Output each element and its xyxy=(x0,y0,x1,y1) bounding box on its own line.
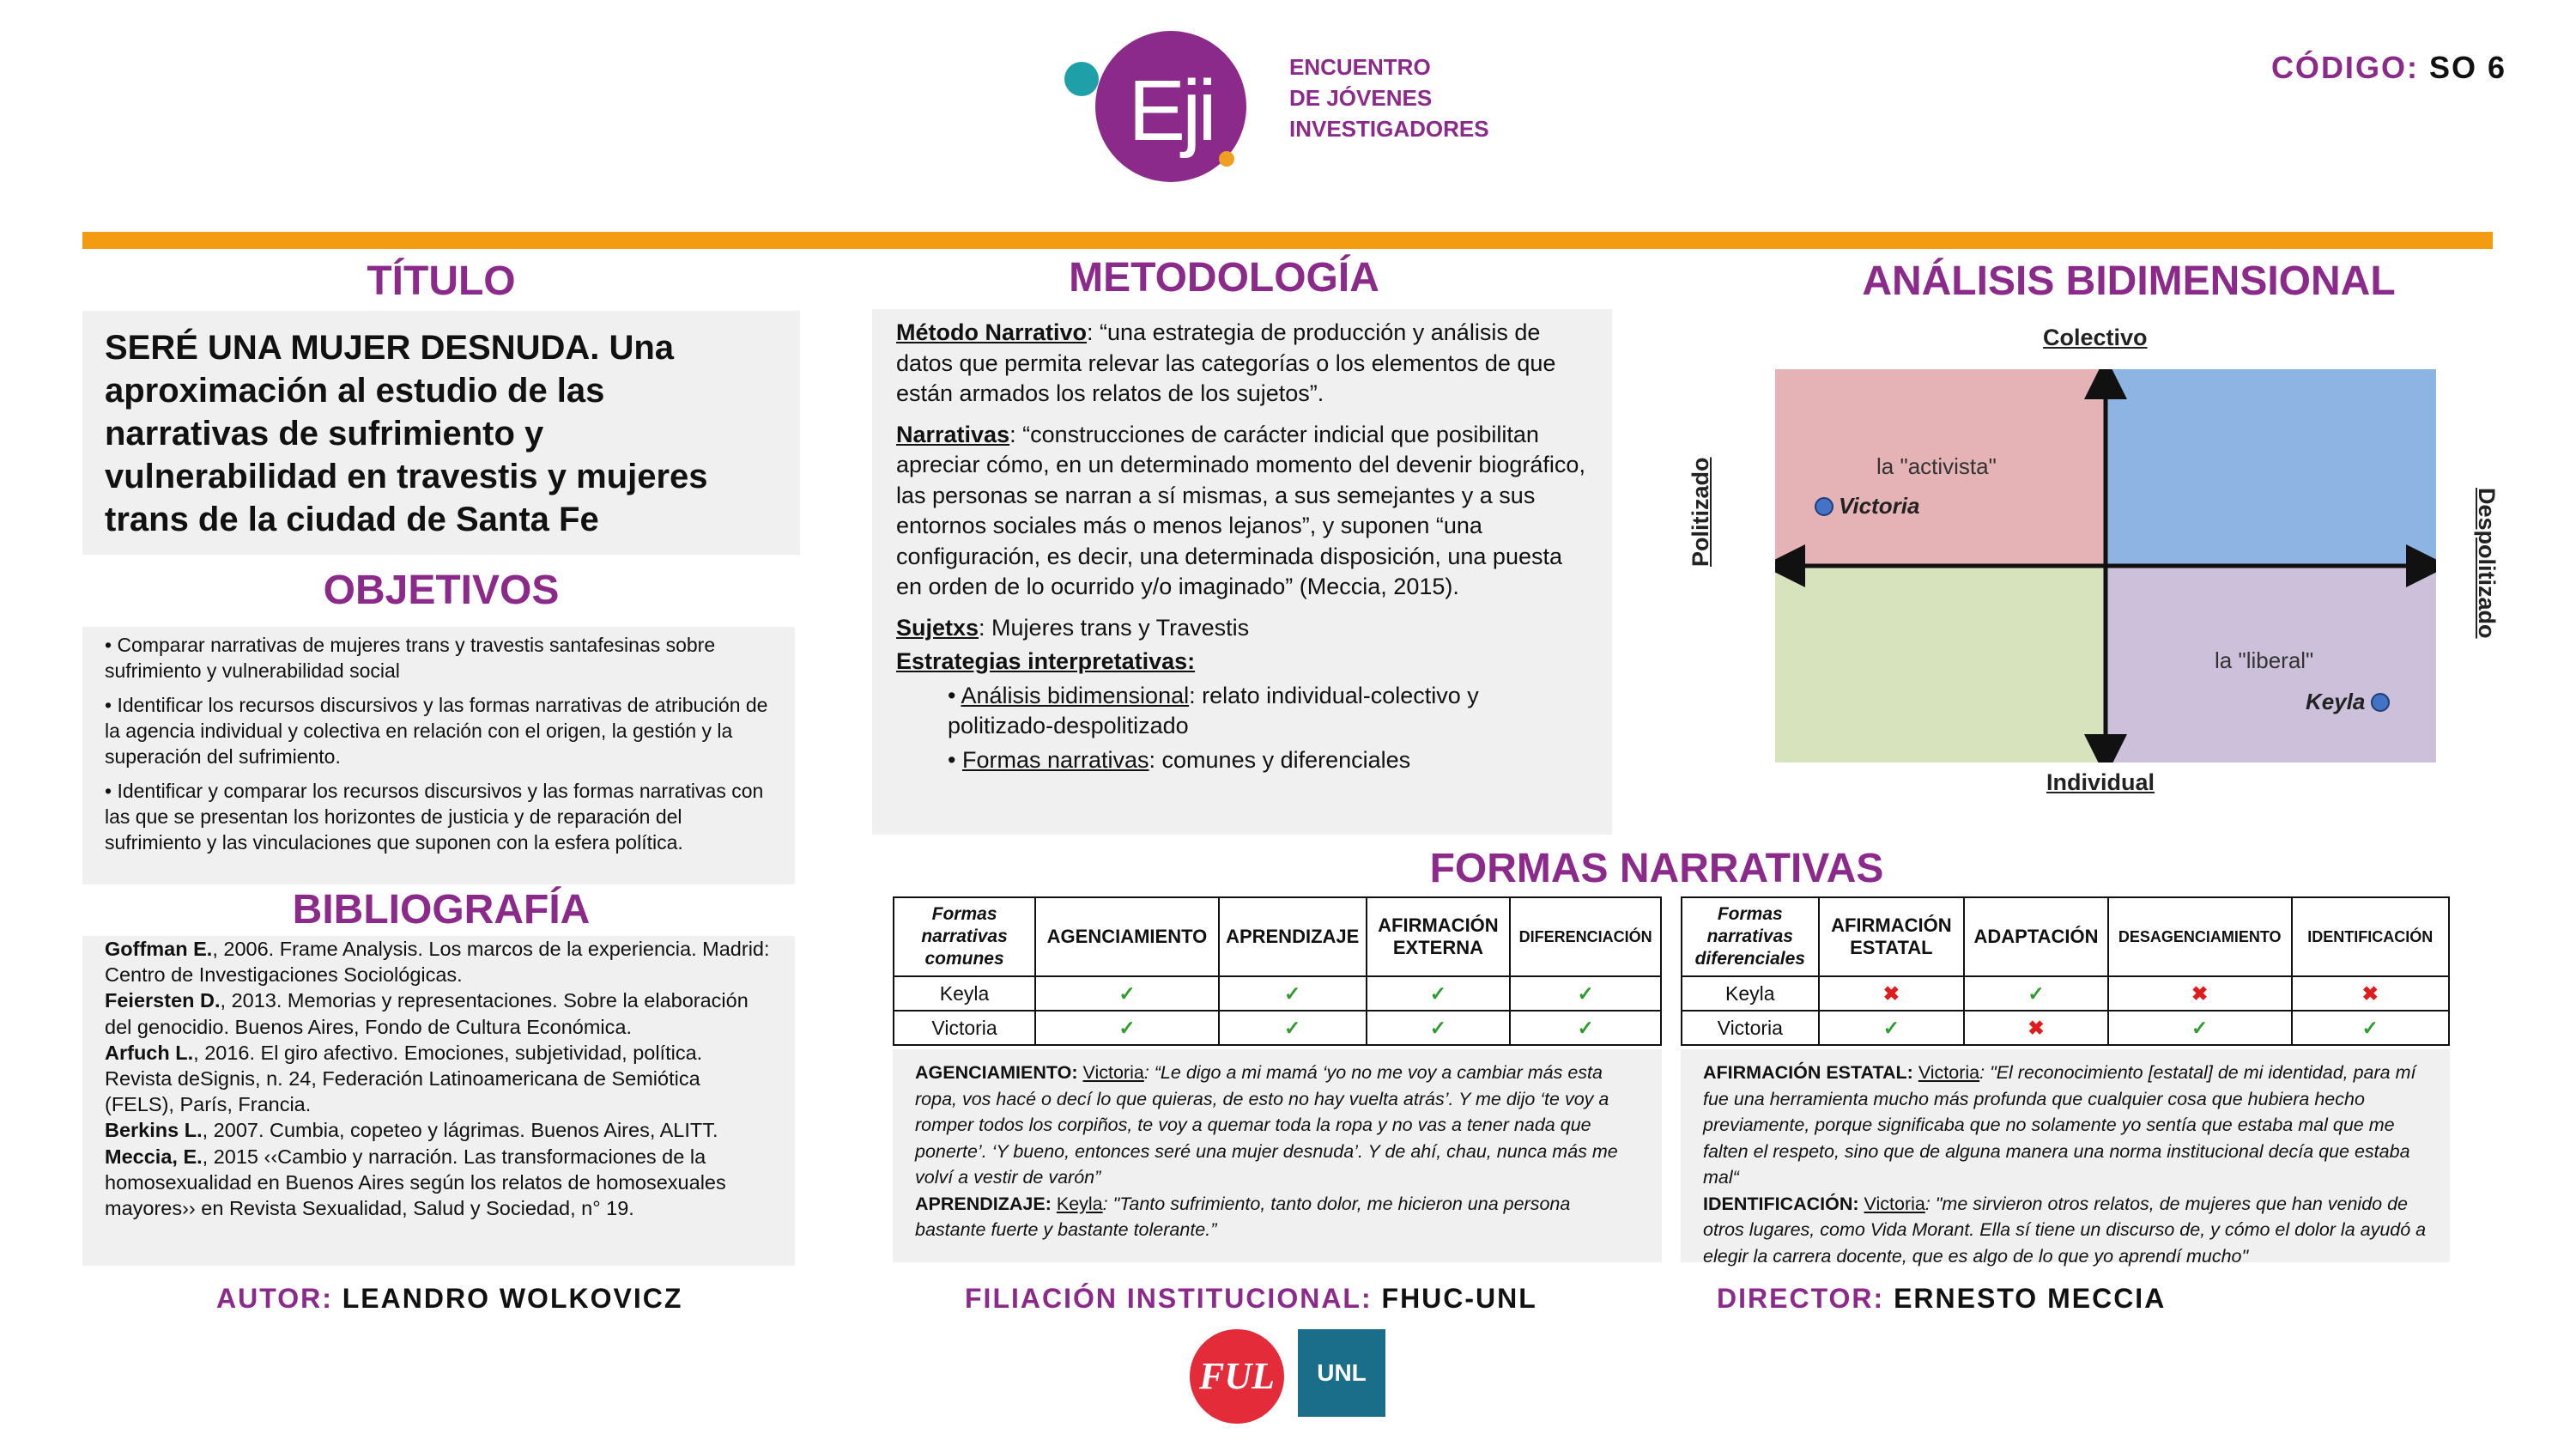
autor-label: AUTOR: xyxy=(216,1283,333,1314)
check-icon: ✓ xyxy=(1819,1011,1965,1045)
quote-text: : "Tanto sufrimiento, tanto dolor, me hicieron una persona bastante fuerte y bastante tolerante.” xyxy=(915,1193,1571,1240)
sujetxs-label: Sujetxs xyxy=(896,614,979,641)
col-header: AFIRMACIÓN ESTATAL xyxy=(1819,897,1965,976)
event-name xyxy=(1289,52,1598,144)
narrativas-text: : “construcciones de carácter indicial que posibilitan apreciar cómo, en un determinado momento del devenir biográfico, las personas se narran a sí mismas, a sus semejantes y a sus entornos sociales más o menos lejanos”, y suponen “una configuración, es decir, una determinada disposición, una puesta en orden de lo ocurrido y/o imaginado” (Meccia, 2015). xyxy=(896,421,1585,599)
bib-author: Goffman E. xyxy=(105,938,213,960)
codigo xyxy=(2258,50,2506,86)
corner-line: Formas xyxy=(931,904,997,924)
bib-ref: , 2016. El giro afectivo. Emociones, subjetividad, política. Revista deSignis, n. 24, Federación Latinoamericana de Semiótica (FELS), París, Francia. xyxy=(105,1041,703,1116)
estrategia-item: • Análisis bidimensional: relato individual-colectivo y politizado-despolitizado xyxy=(948,682,1479,738)
axis-top-label: Colectivo xyxy=(2043,325,2148,350)
quote-diferenciales xyxy=(1681,1049,2450,1267)
col-header: AFIRMACIÓN EXTERNA xyxy=(1367,897,1511,976)
bib-ref: , 2013. Memorias y representaciones. Sobre la elaboración del genocidio. Buenos Aires, Fondo de Cultura Económica. xyxy=(105,989,749,1038)
narrativas-paragraph xyxy=(896,420,1588,603)
table-corner xyxy=(1682,897,1819,976)
check-icon: ✓ xyxy=(2108,1011,2292,1045)
metodologia-box xyxy=(872,309,1612,835)
quote-label: AGENCIAMIENTO xyxy=(915,1062,1072,1083)
quadrant-br-label: la "liberal" xyxy=(2215,647,2314,673)
corner-line: narrativas xyxy=(1706,927,1793,946)
bib-entry xyxy=(105,1040,773,1118)
cross-icon: ✖ xyxy=(1964,1011,2108,1045)
ful-logo: FUL xyxy=(1190,1329,1284,1424)
check-icon: ✓ xyxy=(1035,1011,1219,1045)
row-name: Victoria xyxy=(1682,1011,1819,1045)
narrativas-label: Narrativas xyxy=(896,421,1010,447)
sujetxs-text: : Mujeres trans y Travestis xyxy=(979,614,1250,641)
quote-speaker: Victoria xyxy=(1918,1062,1980,1083)
formas-heading: FORMAS NARRATIVAS xyxy=(1429,846,1884,891)
table-corner xyxy=(894,897,1035,976)
row-name: Keyla xyxy=(1682,976,1819,1011)
point-victoria-marker xyxy=(1815,497,1834,516)
bib-author: Meccia, E. xyxy=(105,1145,203,1168)
analisis-link: Análisis bidimensional xyxy=(961,682,1190,708)
check-icon: ✓ xyxy=(2292,1011,2449,1045)
corner-line: Formas xyxy=(1717,904,1783,924)
estrategias-paragraph xyxy=(896,647,1588,677)
bib-author: Berkins L. xyxy=(105,1119,203,1142)
analisis-text: : relato individual-colectivo y politizado-despolitizado xyxy=(948,682,1479,738)
bibliografia-box xyxy=(82,936,795,1266)
cross-icon: ✖ xyxy=(1819,976,1965,1011)
quote-text: : “Le digo a mi mamá ‘yo no me voy a cambiar más esta ropa, vos hacé o decí lo que quieras, de esto no hay vuelta atrás’. Y me dijo ‘te voy a romper todos los corpiños, te voy a quemar toda la ropa y no vas a tener nada que ponerte’. ‘Y bueno, entonces seré una mujer desnuda’. Y de ahí, chau, nunca más me volví a vestir de varón” xyxy=(915,1062,1618,1188)
check-icon: ✓ xyxy=(1219,976,1367,1011)
table-row xyxy=(1682,1011,2449,1045)
col-header: DIFERENCIACIÓN xyxy=(1510,897,1661,976)
point-keyla-marker xyxy=(2371,693,2390,712)
director xyxy=(1717,1283,2166,1315)
sujetxs-paragraph xyxy=(896,613,1588,644)
autor xyxy=(216,1283,682,1315)
quote-comunes xyxy=(893,1049,1662,1262)
header-divider xyxy=(82,232,2493,249)
check-icon: ✓ xyxy=(1367,976,1511,1011)
quote-speaker: Victoria xyxy=(1864,1193,1925,1214)
col-header: IDENTIFICACIÓN xyxy=(2292,897,2449,976)
corner-line: narrativas xyxy=(921,927,1008,946)
event-name-line: DE JÓVENES xyxy=(1289,85,1433,111)
axis-bottom-label: Individual xyxy=(2046,769,2155,795)
axis-left-label: Politizado xyxy=(1688,457,1713,567)
eji-logo-text: Eji xyxy=(1128,63,1214,159)
bib-entry xyxy=(105,936,773,987)
objetivo-item: • Identificar y comparar los recursos discursivos y las formas narrativas con las que se presentan los horizontes de justicia y de reparación del sufrimiento y las vinculaciones que suponen con la esfera política. xyxy=(105,780,764,854)
codigo-value: SO 6 xyxy=(2428,50,2506,85)
titulo-box xyxy=(82,311,800,555)
corner-line: diferenciales xyxy=(1694,949,1805,969)
objetivo-item: • Comparar narrativas de mujeres trans y travestis santafesinas sobre sufrimiento y vulnerabilidad social xyxy=(105,634,716,682)
event-name-line: INVESTIGADORES xyxy=(1289,116,1489,142)
metodo-text: : “una estrategia de producción y análisis de datos que permita relevar las categorías o los elementos de que están armados los relatos de los sujetos”. xyxy=(896,319,1556,406)
formas-comunes-table xyxy=(893,896,1662,1046)
bib-ref: , 2007. Cumbia, copeteo y lágrimas. Buenos Aires, ALITT. xyxy=(202,1119,718,1142)
quote-identificacion: IDENTIFICACIÓN: Victoria: "me sirvieron otros relatos, de mujeres que han venido de otros lugares, como Vida Morant. Ella sí tiene un discurso de, y cómo el dolor la ayudó a elegir la carrera docente, que es algo de lo que yo aprendí mucho" xyxy=(1703,1193,2427,1267)
row-name: Keyla xyxy=(894,976,1035,1011)
metodo-label: Método Narrativo xyxy=(896,319,1088,345)
director-label: DIRECTOR: xyxy=(1717,1283,1885,1314)
row-name: Victoria xyxy=(894,1011,1035,1045)
titulo-heading: TÍTULO xyxy=(367,258,516,304)
objetivos-box xyxy=(82,627,795,884)
bib-ref: , 2006. Frame Analysis. Los marcos de la experiencia. Madrid: Centro de Investigaciones Sociológicas. xyxy=(105,938,770,987)
quote-label: APRENDIZAJE xyxy=(915,1193,1046,1214)
logo-dot-orange xyxy=(1219,151,1234,167)
check-icon: ✓ xyxy=(1035,976,1219,1011)
point-keyla-label: Keyla xyxy=(2306,689,2366,714)
col-header: AGENCIAMIENTO xyxy=(1035,897,1219,976)
metodo-paragraph xyxy=(896,318,1588,410)
unl-logo: UNL xyxy=(1298,1329,1385,1417)
quote-agenciamiento: AGENCIAMIENTO: Victoria: “Le digo a mi mamá ‘yo no me voy a cambiar más esta ropa, vos hacé o decí lo que quieras, de esto no hay vuelta atrás’. Y me dijo ‘te voy a romper todos los corpiños, te voy a quemar toda la ropa y no vas a tener nada que ponerte’. ‘Y bueno, entonces seré una mujer desnuda’. Y de ahí, chau, nunca más me volví a vestir de varón” xyxy=(915,1062,1618,1188)
point-victoria-label: Victoria xyxy=(1839,493,1920,519)
axis-right-label: Despolitizado xyxy=(2474,488,2500,639)
quote-label: IDENTIFICACIÓN xyxy=(1703,1193,1853,1214)
quote-speaker: Victoria xyxy=(1082,1062,1144,1083)
check-icon: ✓ xyxy=(1510,976,1661,1011)
bibliografia-heading: BIBLIOGRAFÍA xyxy=(292,887,591,933)
quote-afirmacion-estatal: AFIRMACIÓN ESTATAL: Victoria: "El reconocimiento [estatal] de mi identidad, para mí fue una herramienta mucho más profunda que cualquier cosa que hubiera hecho previamente, porque significaba que no solamente yo sentía que estaba mal que me falten el respeto, sino que de alguna manera una norma institucional decía que estaba mal“ xyxy=(1703,1062,2416,1188)
col-header: ADAPTACIÓN xyxy=(1964,897,2108,976)
quote-label: AFIRMACIÓN ESTATAL xyxy=(1703,1062,1907,1083)
formas-diferenciales-table xyxy=(1681,896,2450,1046)
bib-author: Feiersten D. xyxy=(105,989,221,1012)
quote-text: : "El reconocimiento [estatal] de mi identidad, para mí fue una herramienta mucho más profunda que cualquier cosa que hubiera hecho previamente, porque significaba que no solamente yo sentía que estaba mal que me falten el respeto, sino que de alguna manera una norma institucional decía que estaba mal“ xyxy=(1703,1062,2416,1188)
cross-icon: ✖ xyxy=(2292,976,2449,1011)
check-icon: ✓ xyxy=(1964,976,2108,1011)
col-header: APRENDIZAJE xyxy=(1219,897,1367,976)
metodologia-heading: METODOLOGÍA xyxy=(1069,255,1379,301)
objetivo-item: • Identificar los recursos discursivos y las formas narrativas de atribución de la agencia individual y colectiva en relación con el origen, la gestión y la superación del sufrimiento. xyxy=(105,694,768,768)
estrategia-item: • Formas narrativas: comunes y diferenciales xyxy=(948,746,1411,773)
bib-author: Arfuch L. xyxy=(105,1041,194,1064)
filiacion-value: FHUC-UNL xyxy=(1381,1283,1537,1314)
check-icon: ✓ xyxy=(1367,1011,1511,1045)
cross-icon: ✖ xyxy=(2108,976,2292,1011)
filiacion-label: FILIACIÓN INSTITUCIONAL: xyxy=(965,1283,1373,1314)
bib-entry xyxy=(105,1117,773,1143)
formas-link: Formas narrativas xyxy=(961,746,1149,773)
filiacion xyxy=(965,1283,1537,1315)
codigo-label: CÓDIGO: xyxy=(2270,50,2419,85)
check-icon: ✓ xyxy=(1219,1011,1367,1045)
bidimensional-plot xyxy=(1775,369,2436,762)
bib-entry xyxy=(105,987,773,1039)
analisis-heading: ANÁLISIS BIDIMENSIONAL xyxy=(1862,258,2396,304)
table-row xyxy=(894,976,1661,1011)
director-value: ERNESTO MECCIA xyxy=(1894,1283,2167,1314)
autor-value: LEANDRO WOLKOVICZ xyxy=(342,1283,683,1314)
quote-text: : "me sirvieron otros relatos, de mujeres que han venido de otros lugares, como Vida Morant. Ella sí tiene un discurso de, y cómo el dolor la ayudó a elegir la carrera docente, que es algo de lo que yo aprendí mucho" xyxy=(1703,1193,2427,1267)
table-row xyxy=(1682,976,2449,1011)
table-row xyxy=(894,1011,1661,1045)
event-name-line: ENCUENTRO xyxy=(1289,54,1431,80)
check-icon: ✓ xyxy=(1510,1011,1661,1045)
formas-text: : comunes y diferenciales xyxy=(1149,746,1411,773)
corner-line: comunes xyxy=(924,949,1004,969)
quote-aprendizaje: APRENDIZAJE: Keyla: "Tanto sufrimiento, tanto dolor, me hicieron una persona bastante fuerte y bastante tolerante.” xyxy=(915,1193,1571,1240)
col-header: DESAGENCIAMIENTO xyxy=(2108,897,2292,976)
poster-title: SERÉ UNA MUJER DESNUDA. Una aproximación al estudio de las narrativas de sufrimiento y vulnerabilidad en travestis y mujeres trans de la ciudad de Santa Fe xyxy=(105,329,708,538)
quote-speaker: Keyla xyxy=(1056,1193,1103,1214)
bib-ref: , 2015 ‹‹Cambio y narración. Las transformaciones de la homosexualidad en Buenos Aires según los relatos de homosexuales mayores›› en Revista Sexualidad, Salud y Sociedad, n° 19. xyxy=(105,1145,726,1220)
bib-entry xyxy=(105,1144,773,1222)
logo-dot-teal xyxy=(1064,62,1099,96)
estrategias-label: Estrategias interpretativas: xyxy=(896,648,1196,674)
objetivos-heading: OBJETIVOS xyxy=(323,568,560,613)
quadrant-tl-label: la "activista" xyxy=(1876,453,1997,479)
